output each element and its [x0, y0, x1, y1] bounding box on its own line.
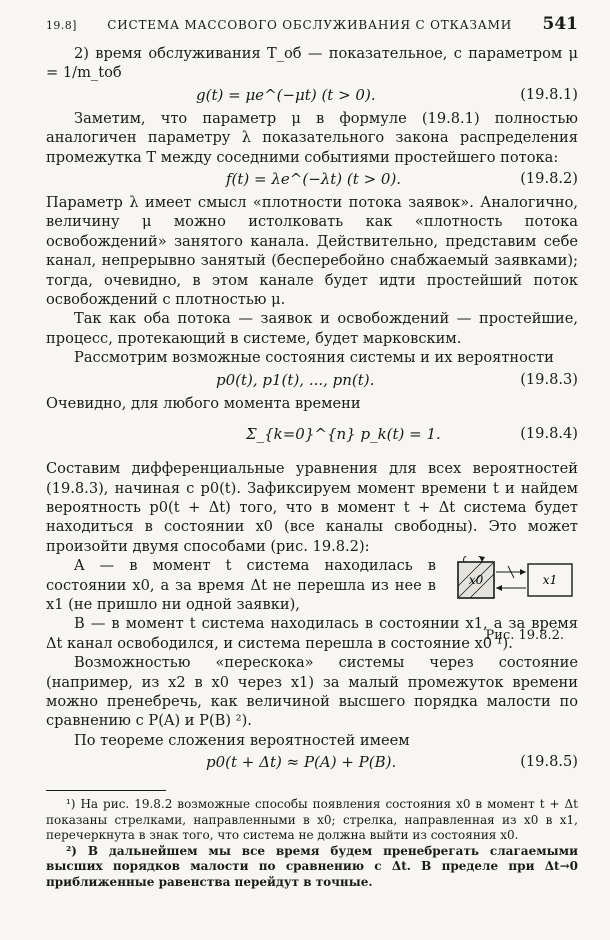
paragraph-6: Очевидно, для любого момента времени	[46, 394, 361, 412]
paragraph-5: Рассмотрим возможные состояния системы и их вероятности	[74, 349, 554, 367]
paragraph-3: Параметр λ имеет смысл «плотности потока заявок». Аналогично, величину μ можно истолковать как «плотность потока освобождений» занятого канала. Действительно, представим себе канал, непрерывно занятый (бесперебойно снабжаемый заявками); тогда, очевидно, в этом канале будет идти простейший поток освобождений с плотностью μ.	[46, 194, 578, 309]
footnote-rule	[46, 790, 166, 791]
equation-formula: p0(t), p1(t), ..., pn(t).	[216, 370, 375, 389]
figure-caption: Рис. 19.8.2.	[485, 628, 564, 644]
equation-number: (19.8.3)	[520, 370, 578, 388]
equation-formula: Σ_{k=0}^{n} p_k(t) = 1.	[246, 425, 441, 444]
para1-text: 2) время обслуживания T_об — показательное, с параметром μ = 1/m_tоб	[46, 45, 578, 82]
state-x0-label: x0	[468, 573, 484, 588]
equation-19-8-4	[46, 413, 578, 459]
paragraph-1	[46, 44, 578, 83]
section-ref: 19.8]	[46, 19, 77, 32]
equation-19-8-1	[46, 83, 578, 109]
figure-block	[46, 556, 578, 653]
equation-formula: g(t) = μe^(−μt) (t > 0).	[196, 85, 376, 104]
footnote-1: ¹) На рис. 19.8.2 возможные способы появления состояния x0 в момент t + Δt показаны стрелками, направленными в x0; стрелка, направленная из x0 в x1, перечеркнута в знак того, что система не должна выйти из состояния x0.	[46, 797, 578, 843]
page-number: 541	[542, 14, 578, 34]
paragraph-2: Заметим, что параметр μ в формуле (19.8.1) полностью аналогичен параметру λ показательного закона распределения промежутка T между соседними событиями простейшего потока:	[46, 109, 578, 166]
running-title: СИСТЕМА МАССОВОГО ОБСЛУЖИВАНИЯ С ОТКАЗАМИ	[107, 18, 513, 32]
equation-formula: p0(t + Δt) ≈ P(A) + P(B).	[206, 753, 397, 772]
paragraph-4: Так как оба потока — заявок и освобождений — простейшие, процесс, протекающий в системе, будет марковским.	[46, 310, 578, 347]
equation-19-8-2	[46, 167, 578, 193]
equation-number: (19.8.2)	[520, 170, 578, 188]
paragraph-9: B — в момент t система находилась в состоянии x1, а за время Δt канал освободился, и система перешла в состояние x0 ¹).	[46, 615, 578, 652]
paragraph-8: A — в момент t система находилась в состоянии x0, а за время Δt не перешла из нее в x1 (не пришло ни одной заявки),	[46, 557, 436, 613]
arrowhead-icon	[496, 585, 502, 591]
page	[46, 14, 578, 890]
running-header	[46, 14, 578, 44]
equation-19-8-3	[46, 368, 578, 394]
footnote-2: ²) В дальнейшем мы все время будем пренебрегать слагаемыми высших порядков малости по сравнению с Δt. В пределе при Δt→0 приближенные равенства перейдут в точные.	[46, 843, 578, 889]
equation-formula: f(t) = λe^(−λt) (t > 0).	[226, 170, 402, 189]
state-x1-label: x1	[542, 573, 558, 588]
self-loop-arrow	[464, 556, 483, 562]
paragraph-11: По теореме сложения вероятностей имеем	[74, 731, 410, 749]
equation-number: (19.8.4)	[520, 425, 578, 443]
paragraph-10: Возможностью «перескока» системы через состояние (например, из x2 в x0 через x1) за малый промежуток времени можно пренебречь, как величиной высшего порядка малости по сравнению с P(A) и P(B) ²).	[46, 654, 578, 730]
equation-number: (19.8.1)	[520, 85, 578, 103]
footnotes	[46, 797, 578, 890]
equation-number: (19.8.5)	[520, 753, 578, 771]
paragraph-7: Составим дифференциальные уравнения для всех вероятностей (19.8.3), начиная с p0(t). Зафиксируем момент времени t и найдем вероятность p0(t + Δt) того, что в момент t + Δt система будет находиться в состоянии x0 (все каналы свободны). Это может произойти двумя способами (рис. 19.8.2):	[46, 460, 578, 555]
arrowhead-icon	[520, 569, 526, 575]
arrowhead-icon	[479, 556, 485, 562]
equation-19-8-5	[46, 750, 578, 776]
